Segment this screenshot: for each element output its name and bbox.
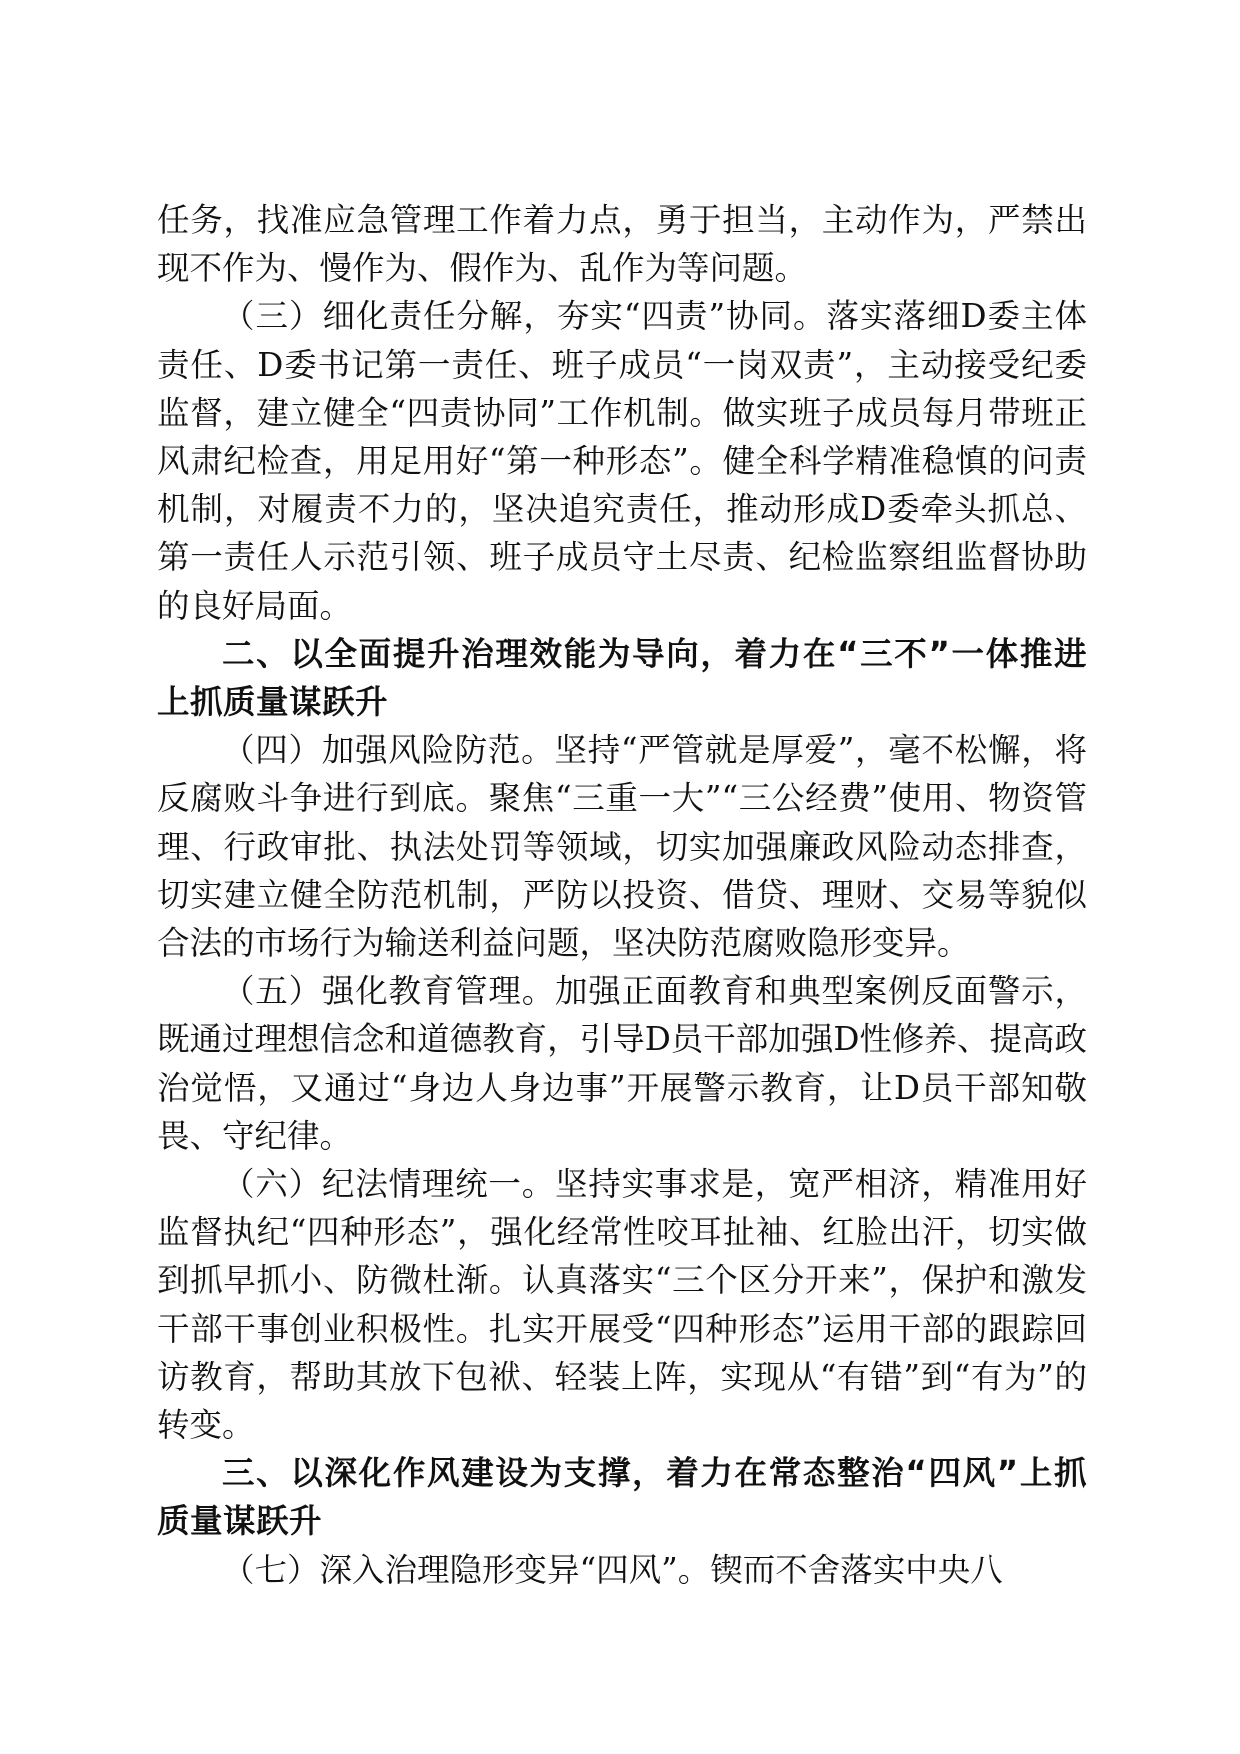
paragraph-section-5: （五）强化教育管理。加强正面教育和典型案例反面警示，既通过理想信念和道德教育，引导D员干部加强D性修养、提高政治觉悟，又通过“身边人身边事”开展警示教育，让D员干部知敬畏、守纪律。	[157, 972, 1087, 1155]
paragraph-section-4: （四）加强风险防范。坚持“严管就是厚爱”，毫不松懈，将反腐败斗争进行到底。聚焦“三重一大”“三公经费”使用、物资管理、行政审批、执法处罚等领域，切实加强廉政风险动态排查，切实建立健全防范机制，严防以投资、借贷、理财、交易等貌似合法的市场行为输送利益问题，坚决防范腐败隐形变异。	[157, 731, 1087, 963]
heading-part-2: 二、以全面提升治理效能为导向，着力在“三不”一体推进上抓质量谋跃升	[157, 634, 1087, 722]
paragraph-section-6: （六）纪法情理统一。坚持实事求是，宽严相济，精准用好监督执纪“四种形态”，强化经常性咬耳扯袖、红脸出汗，切实做到抓早抓小、防微杜渐。认真落实“三个区分开来”，保护和激发干部干事创业积极性。扎实开展受“四种形态”运用干部的跟踪回访教育，帮助其放下包袱、轻装上阵，实现从“有错”到“有为”的转变。	[157, 1165, 1087, 1445]
document-body	[157, 196, 1087, 1594]
paragraph-section-3: （三）细化责任分解，夯实“四责”协同。落实落细D委主体责任、D委书记第一责任、班子成员“一岗双责”，主动接受纪委监督，建立健全“四责协同”工作机制。做实班子成员每月带班正风肃纪检查，用足用好“第一种形态”。健全科学精准稳慎的问责机制，对履责不力的，坚决追究责任，推动形成D委牵头抓总、第一责任人示范引领、班子成员守土尽责、纪检监察组监督协助的良好局面。	[157, 297, 1087, 625]
paragraph-section-7: （七）深入治理隐形变异“四风”。锲而不舍落实中央八	[222, 1550, 1003, 1589]
paragraph-continuation: 任务，找准应急管理工作着力点，勇于担当，主动作为，严禁出现不作为、慢作为、假作为、乱作为等问题。	[157, 201, 1087, 288]
heading-part-3: 三、以深化作风建设为支撑，着力在常态整治“四风”上抓质量谋跃升	[157, 1454, 1087, 1541]
